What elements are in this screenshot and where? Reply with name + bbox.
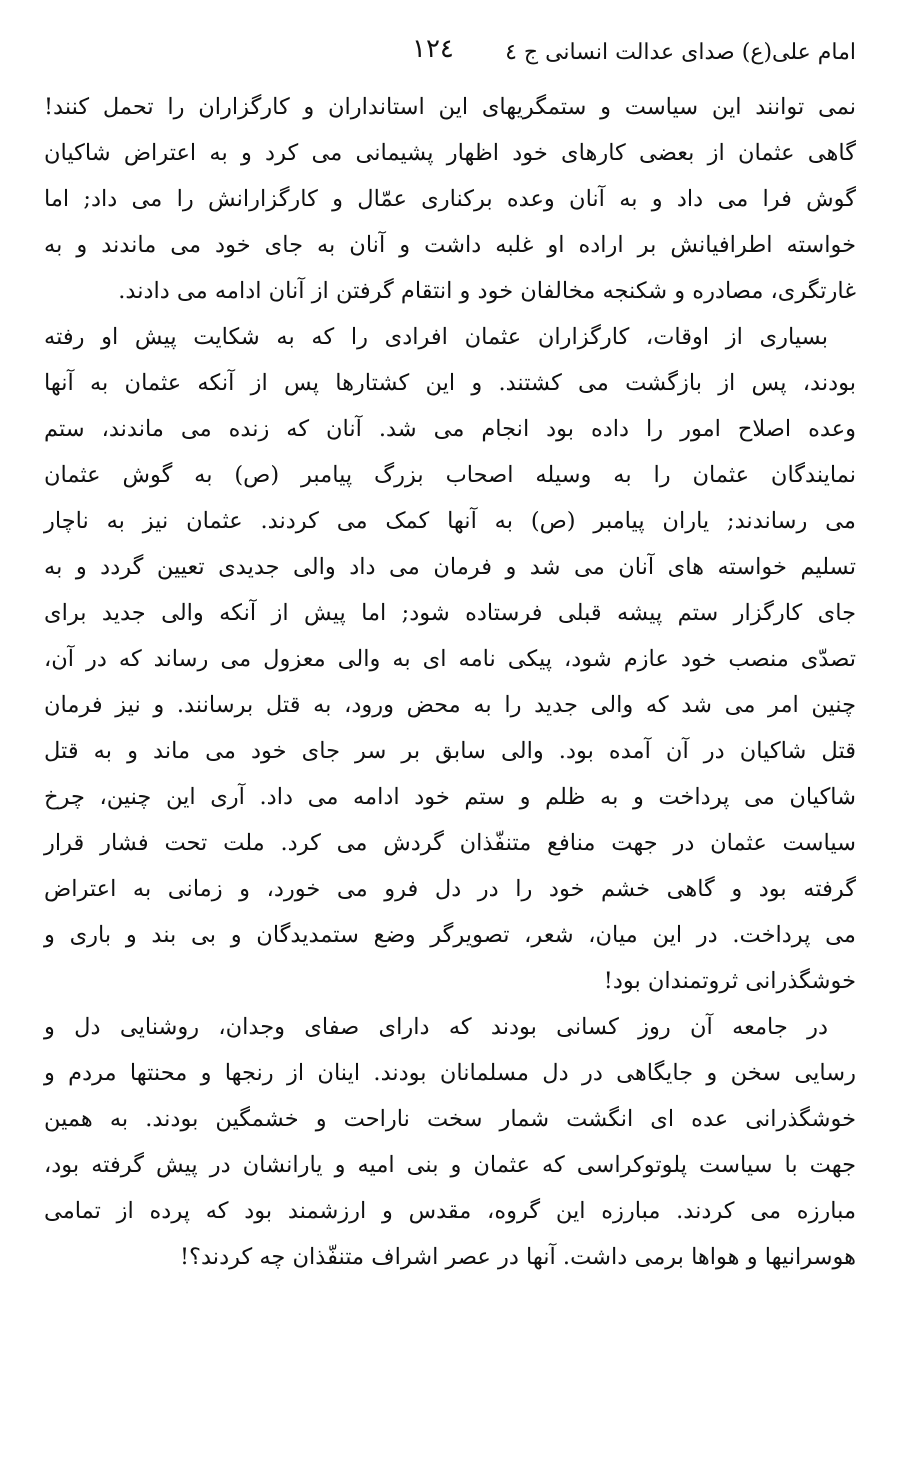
text-line: وعده اصلاح امور را داده بود انجام می شد. آنان که زنده می ماندند، ستم xyxy=(44,416,856,442)
text-line: گاهی عثمان از بعضی کارهای خود اظهار پشیمانی می کرد و به اعتراض شاکیان xyxy=(44,140,856,166)
paragraph xyxy=(44,84,856,314)
text-line: مبارزه می کردند. مبارزه این گروه، مقدس و ارزشمند بود که پرده از تمامی xyxy=(44,1198,856,1224)
text-line: تصدّی منصب خود عازم شود، پیکی نامه ای به والی معزول می رساند که در آن، xyxy=(44,646,856,672)
running-header xyxy=(0,30,900,70)
text-body xyxy=(44,84,856,1280)
page-number: ١٢٤ xyxy=(412,34,454,64)
text-line: گرفته بود و گاهی خشم خود را در دل فرو می خورد، و زمانی به اعتراض xyxy=(44,876,856,902)
text-line: خوشگذرانی ثروتمندان بود! xyxy=(603,968,856,994)
text-line: رسایی سخن و جایگاهی در دل مسلمانان بودند. اینان از رنجها و محنتها مردم و xyxy=(44,1060,856,1086)
paragraph xyxy=(44,314,856,1004)
text-line: نمی توانند این سیاست و ستمگریهای این استانداران و کارگزاران را تحمل کنند! xyxy=(44,94,856,120)
text-line: بودند، پس از بازگشت می کشتند. و این کشتارها پس از آنکه عثمان به آنها xyxy=(44,370,856,396)
text-line: می رساندند; یاران پیامبر (ص) به آنها کمک می کردند. عثمان نیز به ناچار xyxy=(44,508,856,534)
text-line: تسلیم خواسته های آنان می شد و فرمان می داد والی جدیدی تعیین گردد و به xyxy=(44,554,856,580)
paragraph xyxy=(44,1004,856,1280)
text-line: جای کارگزار ستم پیشه قبلی فرستاده شود; اما پیش از آنکه والی جدید برای xyxy=(44,600,856,626)
header-title: امام علی(ع) صدای عدالت انسانی ج ٤ xyxy=(505,40,856,65)
text-line: خوشگذرانی عده ای انگشت شمار سخت ناراحت و خشمگین بودند. به همین xyxy=(44,1106,856,1132)
text-line: گوش فرا می داد و به آنان وعده برکناری عمّال و کارگزارانش را می داد; اما xyxy=(44,186,856,212)
text-line: می پرداخت. در این میان، شعر، تصویرگر وضع ستمدیدگان و بی بند و باری و xyxy=(44,922,856,948)
text-line: در جامعه آن روز کسانی بودند که دارای صفای وجدان، روشنایی دل و xyxy=(44,1014,828,1040)
text-line: غارتگری، مصادره و شکنجه مخالفان خود و انتقام گرفتن از آنان ادامه می دادند. xyxy=(118,278,856,304)
text-line: قتل شاکیان در آن آمده بود. والی سابق بر سر جای خود می ماند و به قتل xyxy=(44,738,856,764)
text-line: سیاست عثمان در جهت منافع متنفّذان گردش می کرد. ملت تحت فشار قرار xyxy=(44,830,856,856)
text-line: بسیاری از اوقات، کارگزاران عثمان افرادی را که به شکایت پیش او رفته xyxy=(44,324,828,350)
text-line: چنین امر می شد که والی جدید را به محض ورود، به قتل برسانند. و نیز فرمان xyxy=(44,692,856,718)
text-line: هوسرانیها و هواها برمی داشت. آنها در عصر اشراف متنفّذان چه کردند؟! xyxy=(180,1244,856,1270)
text-line: شاکیان می پرداخت و به ظلم و ستم خود ادامه می داد. آری این چنین، چرخ xyxy=(44,784,856,810)
text-line: جهت با سیاست پلوتوکراسی که عثمان و بنی امیه و یارانشان در پیش گرفته بود، xyxy=(44,1152,856,1178)
text-line: نمایندگان عثمان را به وسیله اصحاب بزرگ پیامبر (ص) به گوش عثمان xyxy=(44,462,856,488)
text-line: خواسته اطرافیانش بر اراده او غلبه داشت و آنان به جای خود می ماندند و به xyxy=(44,232,856,258)
